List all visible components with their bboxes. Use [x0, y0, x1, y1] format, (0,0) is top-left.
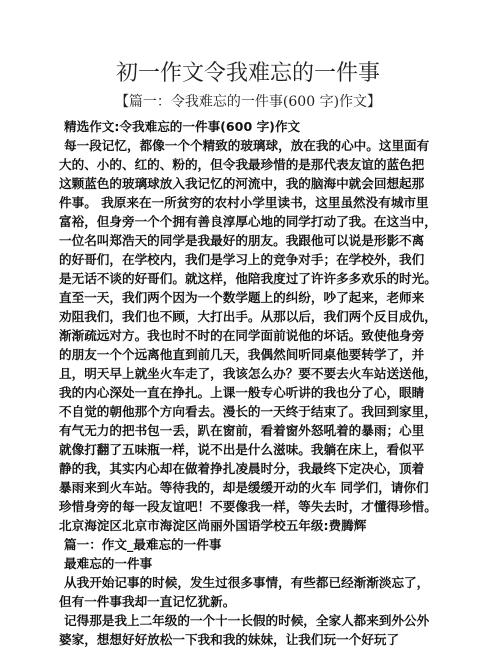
text-line: 但有一件事我却一直记忆犹新。 — [59, 594, 236, 609]
article-heading: 最难忘的一件事 — [64, 556, 153, 571]
document-subtitle: 【篇一：令我难忘的一件事(600 字)作文】 — [114, 94, 382, 110]
text-line: 直至一天，我们两个因为一个数学题上的纠纷，吵了起来，老师来 — [59, 290, 425, 305]
text-line: 珍惜身旁的每一段友谊吧！不要像我一样，等失去时，才懂得珍惜。 — [59, 499, 437, 514]
text-line: 静的我，其实内心却在做着挣扎凌晨时分，我最终下定决心，顶着 — [59, 461, 425, 476]
text-line: 渐渐疏远对方。我也时不时的在同学面前说他的坏话。致使他身旁 — [59, 328, 425, 343]
text-line: 暴雨来到火车站。等待我的，却是缓缓开动的火车 同学们，请你们 — [59, 480, 429, 495]
text-line: 这颗蓝色的玻璃球放入我记忆的河流中，我的脑海中就会回想起那 — [59, 176, 425, 191]
text-line: 且，明天早上就坐火车走了，我该怎么办？要不要去火车站送送他， — [59, 366, 437, 381]
text-line: 的好哥们，在学校内，我们是学习上的竞争对手；在学校外，我们 — [59, 252, 425, 267]
text-line: 劝阻我们，我们也不顾，大打出手。从那以后，我们两个反目成仇， — [59, 309, 437, 324]
author-line: 北京海淀区北京市海淀区尚丽外国语学校五年级:费腾辉 — [59, 518, 367, 533]
text-line: 我的内心深处一直在挣扎。上课一般专心听讲的我也分了心，眼睛 — [59, 385, 425, 400]
text-line: 大的、小的、红的、粉的，但令我最珍惜的是那代表友谊的蓝色把 — [59, 157, 425, 172]
text-line: 每一段记忆，都像一个个精致的玻璃球，放在我的心中。这里面有 — [64, 138, 430, 153]
section-heading: 篇一：作文_最难忘的一件事 — [64, 537, 222, 552]
text-line: 婆家，想想好好放松一下我和我的妹妹，让我们玩一个好玩了 — [59, 632, 400, 647]
text-line: 从我开始记事的时候，发生过很多事情，有些都已经渐渐淡忘了， — [64, 575, 430, 590]
text-line: 件事。 我原来在一所贫穷的农村小学里读书，这里虽然没有城市里 — [59, 195, 429, 210]
text-line: 富裕，但身旁一个个拥有善良淳厚心地的同学打动了我。在这当中， — [59, 214, 437, 229]
article-heading: 精选作文:令我难忘的一件事(600 字)作文 — [64, 119, 301, 134]
text-line: 记得那是我上二年级的一个十一长假的时候，全家人都来到外公外 — [64, 613, 430, 628]
text-line: 是无话不谈的好哥们。就这样，他陪我度过了许许多多欢乐的时光。 — [59, 271, 437, 286]
document-title: 初一作文令我难忘的一件事 — [115, 61, 380, 86]
text-line: 的朋友一个个远离他直到前几天，我偶然间听同桌他要转学了，并 — [59, 347, 425, 362]
text-line: 有气无力的把书包一丢，趴在窗前，看着窗外怒吼着的暴雨；心里 — [59, 423, 425, 438]
text-line: 就像打翻了五味瓶一样，说不出是什么滋味。我躺在床上，看似平 — [59, 442, 425, 457]
text-line: 不自觉的朝他那个方向看去。漫长的一天终于结束了。我回到家里， — [59, 404, 437, 419]
text-line: 一位名叫郑浩天的同学是我最好的朋友。我跟他可以说是形影不离 — [59, 233, 425, 248]
